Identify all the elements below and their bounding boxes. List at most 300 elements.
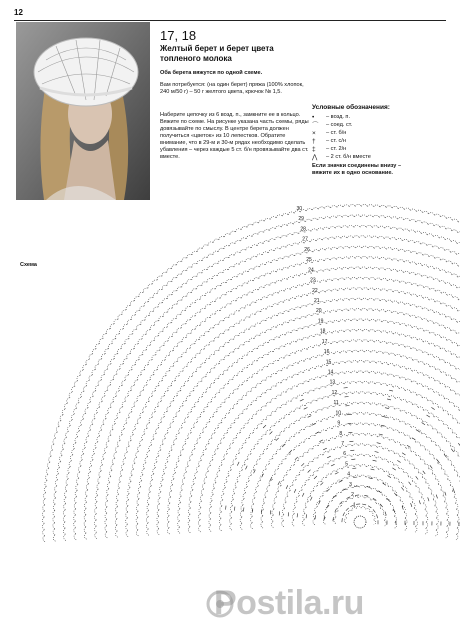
chain-arc <box>240 261 246 264</box>
chain-arc <box>47 468 49 474</box>
chain-arc <box>143 463 146 469</box>
chain-arc <box>176 411 180 416</box>
chain-arc <box>285 496 288 502</box>
chain-arc <box>437 433 442 437</box>
chain-arc <box>355 298 361 300</box>
chain-arc <box>277 258 283 261</box>
chain-arc <box>287 491 290 497</box>
stitch-mark <box>319 440 323 442</box>
chain-arc <box>177 328 182 332</box>
chain-arc <box>383 448 389 451</box>
chain-arc <box>90 460 93 466</box>
chain-arc <box>51 444 54 450</box>
chain-arc <box>180 450 183 456</box>
chain-arc <box>345 319 351 321</box>
chain-arc <box>269 480 272 486</box>
chain-arc <box>397 496 401 501</box>
chain-arc <box>266 377 271 381</box>
chain-arc <box>440 270 446 273</box>
chain-arc <box>188 514 190 520</box>
stitch-mark <box>312 424 316 426</box>
chain-arc <box>280 418 285 422</box>
chain-arc <box>251 449 255 454</box>
chain-arc <box>198 397 202 402</box>
chain-arc <box>318 207 324 209</box>
chain-arc <box>403 487 407 492</box>
chain-arc <box>327 417 333 420</box>
chain-arc <box>429 413 434 417</box>
stitch-ring <box>302 465 417 533</box>
chain-arc <box>242 355 247 359</box>
chain-arc <box>129 481 132 487</box>
chain-arc <box>418 407 423 411</box>
chain-arc <box>271 521 273 527</box>
chain-arc <box>393 333 399 336</box>
chain-arc <box>445 249 451 252</box>
chain-arc <box>125 452 128 458</box>
chain-arc <box>223 257 229 260</box>
chain-arc <box>399 249 405 252</box>
chain-arc <box>405 518 407 524</box>
chain-arc <box>332 483 337 487</box>
chain-arc <box>310 239 316 242</box>
chain-arc <box>330 310 336 312</box>
chain-arc <box>107 364 111 369</box>
chain-arc <box>254 464 258 469</box>
chain-arc <box>355 204 361 206</box>
chain-arc <box>130 475 133 481</box>
chain-arc <box>454 406 459 410</box>
chain-arc <box>113 396 116 402</box>
chain-arc <box>375 425 381 428</box>
chain-arc <box>390 238 396 240</box>
chain-arc <box>311 400 317 403</box>
chain-arc <box>411 427 416 431</box>
chain-arc <box>246 438 250 443</box>
chain-arc <box>259 275 265 278</box>
chain-arc <box>119 435 122 441</box>
chain-arc <box>74 534 76 540</box>
chain-arc <box>363 371 369 373</box>
chain-arc <box>92 370 96 375</box>
chain-arc <box>163 468 166 474</box>
chain-arc <box>358 350 364 352</box>
chain-arc <box>115 519 117 525</box>
chain-arc <box>249 338 254 342</box>
chain-arc <box>204 407 208 412</box>
stitch-mark <box>278 481 280 485</box>
chain-arc <box>277 449 281 454</box>
chain-arc <box>428 310 434 313</box>
chain-arc <box>394 280 400 283</box>
chain-arc <box>416 221 422 224</box>
chain-arc <box>308 336 314 339</box>
stitch-mark <box>300 399 304 401</box>
chain-arc <box>270 271 276 274</box>
chain-arc <box>380 205 386 207</box>
chain-arc <box>318 455 323 459</box>
chain-arc <box>87 478 90 484</box>
chain-arc <box>147 511 149 517</box>
chain-arc <box>97 483 99 489</box>
chain-arc <box>129 412 132 418</box>
chain-arc <box>238 400 242 404</box>
chain-arc <box>292 386 298 389</box>
chain-arc <box>126 518 128 524</box>
chain-arc <box>190 344 195 348</box>
chain-arc <box>389 353 395 356</box>
chain-arc <box>299 442 304 446</box>
chain-arc <box>206 387 210 392</box>
chain-arc <box>414 468 418 473</box>
chain-arc <box>415 520 417 526</box>
row-number-label: 23 <box>310 277 316 284</box>
center-ring <box>354 516 366 528</box>
chain-arc <box>373 215 379 217</box>
chain-arc <box>288 266 294 269</box>
row-number-label: 3 <box>349 481 352 488</box>
chain-arc <box>154 370 158 375</box>
chain-arc <box>273 360 279 364</box>
chain-arc <box>177 274 182 278</box>
chain-arc <box>231 301 236 305</box>
chain-arc <box>379 226 385 228</box>
chain-arc <box>172 265 177 269</box>
stitch-mark <box>445 492 446 496</box>
chain-arc <box>83 448 86 454</box>
chain-arc <box>186 333 191 337</box>
chain-arc <box>376 414 382 417</box>
chain-arc <box>167 516 169 522</box>
chain-arc <box>418 285 424 288</box>
chain-arc <box>86 490 88 496</box>
chain-arc <box>430 288 436 291</box>
chain-arc <box>352 454 358 456</box>
chain-arc <box>415 514 417 520</box>
chain-arc <box>125 396 129 402</box>
chain-arc <box>441 292 447 295</box>
chain-arc <box>64 497 66 503</box>
row-number-label: 17 <box>321 338 328 345</box>
chain-arc <box>359 392 365 394</box>
chain-arc <box>426 483 430 488</box>
chain-arc <box>244 487 247 493</box>
chain-arc <box>296 339 302 342</box>
chain-arc <box>324 269 330 271</box>
chain-arc <box>273 292 279 295</box>
stitch-mark <box>383 483 386 485</box>
chain-arc <box>358 454 364 456</box>
chain-arc <box>210 383 214 388</box>
chain-arc <box>334 447 340 450</box>
stitch-ring <box>282 444 439 537</box>
chain-arc <box>456 253 460 256</box>
chain-arc <box>141 475 144 481</box>
chain-arc <box>116 507 118 513</box>
chain-arc <box>197 248 202 252</box>
chain-arc <box>296 350 302 353</box>
chain-arc <box>186 348 190 352</box>
chain-arc <box>167 509 169 515</box>
chain-arc <box>81 391 84 397</box>
chain-arc <box>276 408 281 412</box>
chain-arc <box>357 329 363 331</box>
chain-arc <box>382 426 388 429</box>
chain-arc <box>310 491 314 496</box>
petal-spoke <box>226 506 343 522</box>
chain-arc <box>420 446 425 450</box>
chain-arc <box>309 325 315 328</box>
chain-arc <box>243 493 246 499</box>
chain-arc <box>353 392 359 394</box>
chain-arc <box>387 385 393 388</box>
chain-arc <box>294 264 300 267</box>
chain-arc <box>164 341 168 346</box>
chain-arc <box>46 474 48 480</box>
chain-arc <box>60 415 63 421</box>
chain-arc <box>95 364 99 369</box>
chain-arc <box>445 474 449 480</box>
chain-arc <box>330 258 336 260</box>
chain-arc <box>79 425 82 431</box>
chain-arc <box>342 477 348 480</box>
chain-arc <box>194 443 197 449</box>
chain-arc <box>98 477 101 483</box>
chain-arc <box>206 444 209 450</box>
chain-arc <box>144 365 148 370</box>
chain-arc <box>122 310 126 315</box>
chain-arc <box>150 480 153 486</box>
chain-arc <box>53 438 56 444</box>
chain-arc <box>43 505 45 511</box>
stitch-mark <box>377 443 381 444</box>
chain-arc <box>81 454 84 460</box>
chain-arc <box>272 474 276 480</box>
chain-arc <box>89 354 93 359</box>
chain-arc <box>165 433 168 439</box>
chain-arc <box>208 466 211 472</box>
chain-arc <box>162 285 167 289</box>
chain-arc <box>359 485 365 487</box>
chain-arc <box>346 403 352 405</box>
chain-arc <box>337 257 343 259</box>
chain-arc <box>371 500 376 504</box>
chain-arc <box>187 362 191 367</box>
stitch-mark <box>371 469 375 470</box>
chain-arc <box>205 318 210 322</box>
chain-arc <box>185 438 188 444</box>
chain-arc <box>328 406 334 409</box>
chain-arc <box>119 386 123 391</box>
chain-arc <box>392 301 398 304</box>
chain-arc <box>123 359 127 364</box>
chain-arc <box>385 216 391 218</box>
chain-arc <box>210 501 212 507</box>
chain-arc <box>354 225 360 227</box>
chain-arc <box>290 298 296 301</box>
chain-arc <box>379 268 385 270</box>
chain-arc <box>318 217 324 219</box>
chain-arc <box>243 409 247 414</box>
chain-arc <box>161 360 165 365</box>
chain-arc <box>116 531 118 537</box>
chain-arc <box>225 398 229 403</box>
chain-arc <box>212 488 215 494</box>
chain-arc <box>327 321 333 324</box>
chain-arc <box>366 225 372 227</box>
chain-arc <box>434 268 440 271</box>
chain-arc <box>370 455 376 458</box>
chain-arc <box>299 456 304 460</box>
chain-arc <box>236 453 240 459</box>
chain-arc <box>378 236 384 238</box>
chain-arc <box>245 305 251 309</box>
chain-arc <box>387 290 393 292</box>
chain-arc <box>242 283 248 286</box>
chain-arc <box>205 358 210 362</box>
chain-arc <box>336 309 342 311</box>
chain-arc <box>50 450 53 456</box>
chain-arc <box>90 424 93 430</box>
chain-arc <box>72 449 75 455</box>
chain-arc <box>268 250 274 253</box>
chain-arc <box>430 454 434 459</box>
chain-arc <box>150 341 154 346</box>
chain-arc <box>362 288 368 290</box>
row-number-label: 30 <box>296 206 303 212</box>
chain-arc <box>369 424 375 426</box>
chain-arc <box>140 412 143 418</box>
chain-arc <box>230 231 236 234</box>
chain-arc <box>219 360 224 364</box>
chain-arc <box>403 239 409 242</box>
chain-arc <box>456 509 458 515</box>
chain-arc <box>146 523 148 529</box>
chain-arc <box>197 417 201 422</box>
chain-arc <box>357 277 363 279</box>
chain-arc <box>254 444 258 449</box>
chain-arc <box>322 407 328 410</box>
chain-arc <box>433 404 438 408</box>
chain-arc <box>298 372 304 375</box>
chain-arc <box>260 320 266 323</box>
chain-arc <box>230 506 232 512</box>
chain-arc <box>404 472 409 476</box>
chain-arc <box>373 267 379 269</box>
chain-arc <box>182 296 187 300</box>
chain-arc <box>280 431 285 435</box>
legend-item-label: – ст. с/н <box>326 137 346 144</box>
chain-arc <box>54 492 56 498</box>
chain-arc <box>115 446 118 452</box>
chain-arc <box>167 528 169 534</box>
chain-arc <box>182 258 187 262</box>
chain-arc <box>152 391 156 396</box>
chain-arc <box>261 380 266 384</box>
chain-arc <box>364 361 370 363</box>
chain-arc <box>63 516 65 522</box>
chain-arc <box>176 461 179 467</box>
chain-arc <box>182 422 186 427</box>
chain-arc <box>166 371 170 376</box>
chain-arc <box>430 332 436 335</box>
chain-arc <box>411 305 417 308</box>
chain-arc <box>208 438 212 443</box>
chain-arc <box>211 495 214 501</box>
chain-arc <box>331 206 337 208</box>
chain-arc <box>139 292 144 296</box>
chain-arc <box>410 219 416 222</box>
chain-arc <box>250 302 256 305</box>
chain-arc <box>412 503 415 509</box>
chain-arc <box>376 504 380 509</box>
chain-arc <box>422 478 426 483</box>
chain-arc <box>116 494 118 500</box>
chain-arc <box>361 506 366 509</box>
chain-arc <box>265 273 271 276</box>
chain-arc <box>452 308 458 311</box>
chain-arc <box>381 341 387 343</box>
chain-arc <box>377 351 383 353</box>
chain-arc <box>326 332 332 335</box>
chain-arc <box>220 307 225 311</box>
row-number-label: 28 <box>300 226 306 233</box>
chain-arc <box>272 509 274 515</box>
row-number-label: 27 <box>302 236 308 243</box>
chain-arc <box>279 290 285 293</box>
chain-arc <box>143 288 148 292</box>
chain-arc <box>162 439 165 445</box>
chain-arc <box>141 320 145 325</box>
stitch-mark <box>383 416 387 417</box>
chain-arc <box>446 441 450 446</box>
chain-arc <box>307 347 313 350</box>
chain-arc <box>343 298 349 300</box>
chain-arc <box>417 395 423 398</box>
chain-arc <box>275 422 280 426</box>
chain-arc <box>155 386 159 391</box>
chain-arc <box>189 455 192 461</box>
chain-arc <box>223 488 226 494</box>
chain-arc <box>394 375 400 378</box>
chain-arc <box>262 434 266 439</box>
chain-arc <box>398 260 404 262</box>
chain-arc <box>192 484 195 490</box>
chain-arc <box>153 293 158 297</box>
chain-arc <box>367 267 373 269</box>
chain-arc <box>183 401 187 406</box>
chain-arc <box>435 479 438 484</box>
chain-arc <box>192 372 196 377</box>
chain-arc <box>342 267 348 269</box>
chain-arc <box>404 218 410 221</box>
chain-arc <box>400 323 406 326</box>
row-number-label: 1 <box>353 502 356 509</box>
chain-arc <box>203 449 206 455</box>
chain-arc <box>394 322 400 325</box>
row-number-label: 13 <box>329 379 336 386</box>
chain-arc <box>96 489 98 495</box>
intro-text: Оба берета вяжутся по одной схеме. <box>160 70 263 76</box>
chain-arc <box>105 532 107 538</box>
stitch-mark <box>262 474 264 478</box>
chain-arc <box>336 215 342 217</box>
chain-arc <box>398 302 404 305</box>
stitch-mark <box>436 495 437 499</box>
chain-arc <box>103 419 106 425</box>
chain-arc <box>371 392 377 394</box>
chain-arc <box>326 474 331 478</box>
